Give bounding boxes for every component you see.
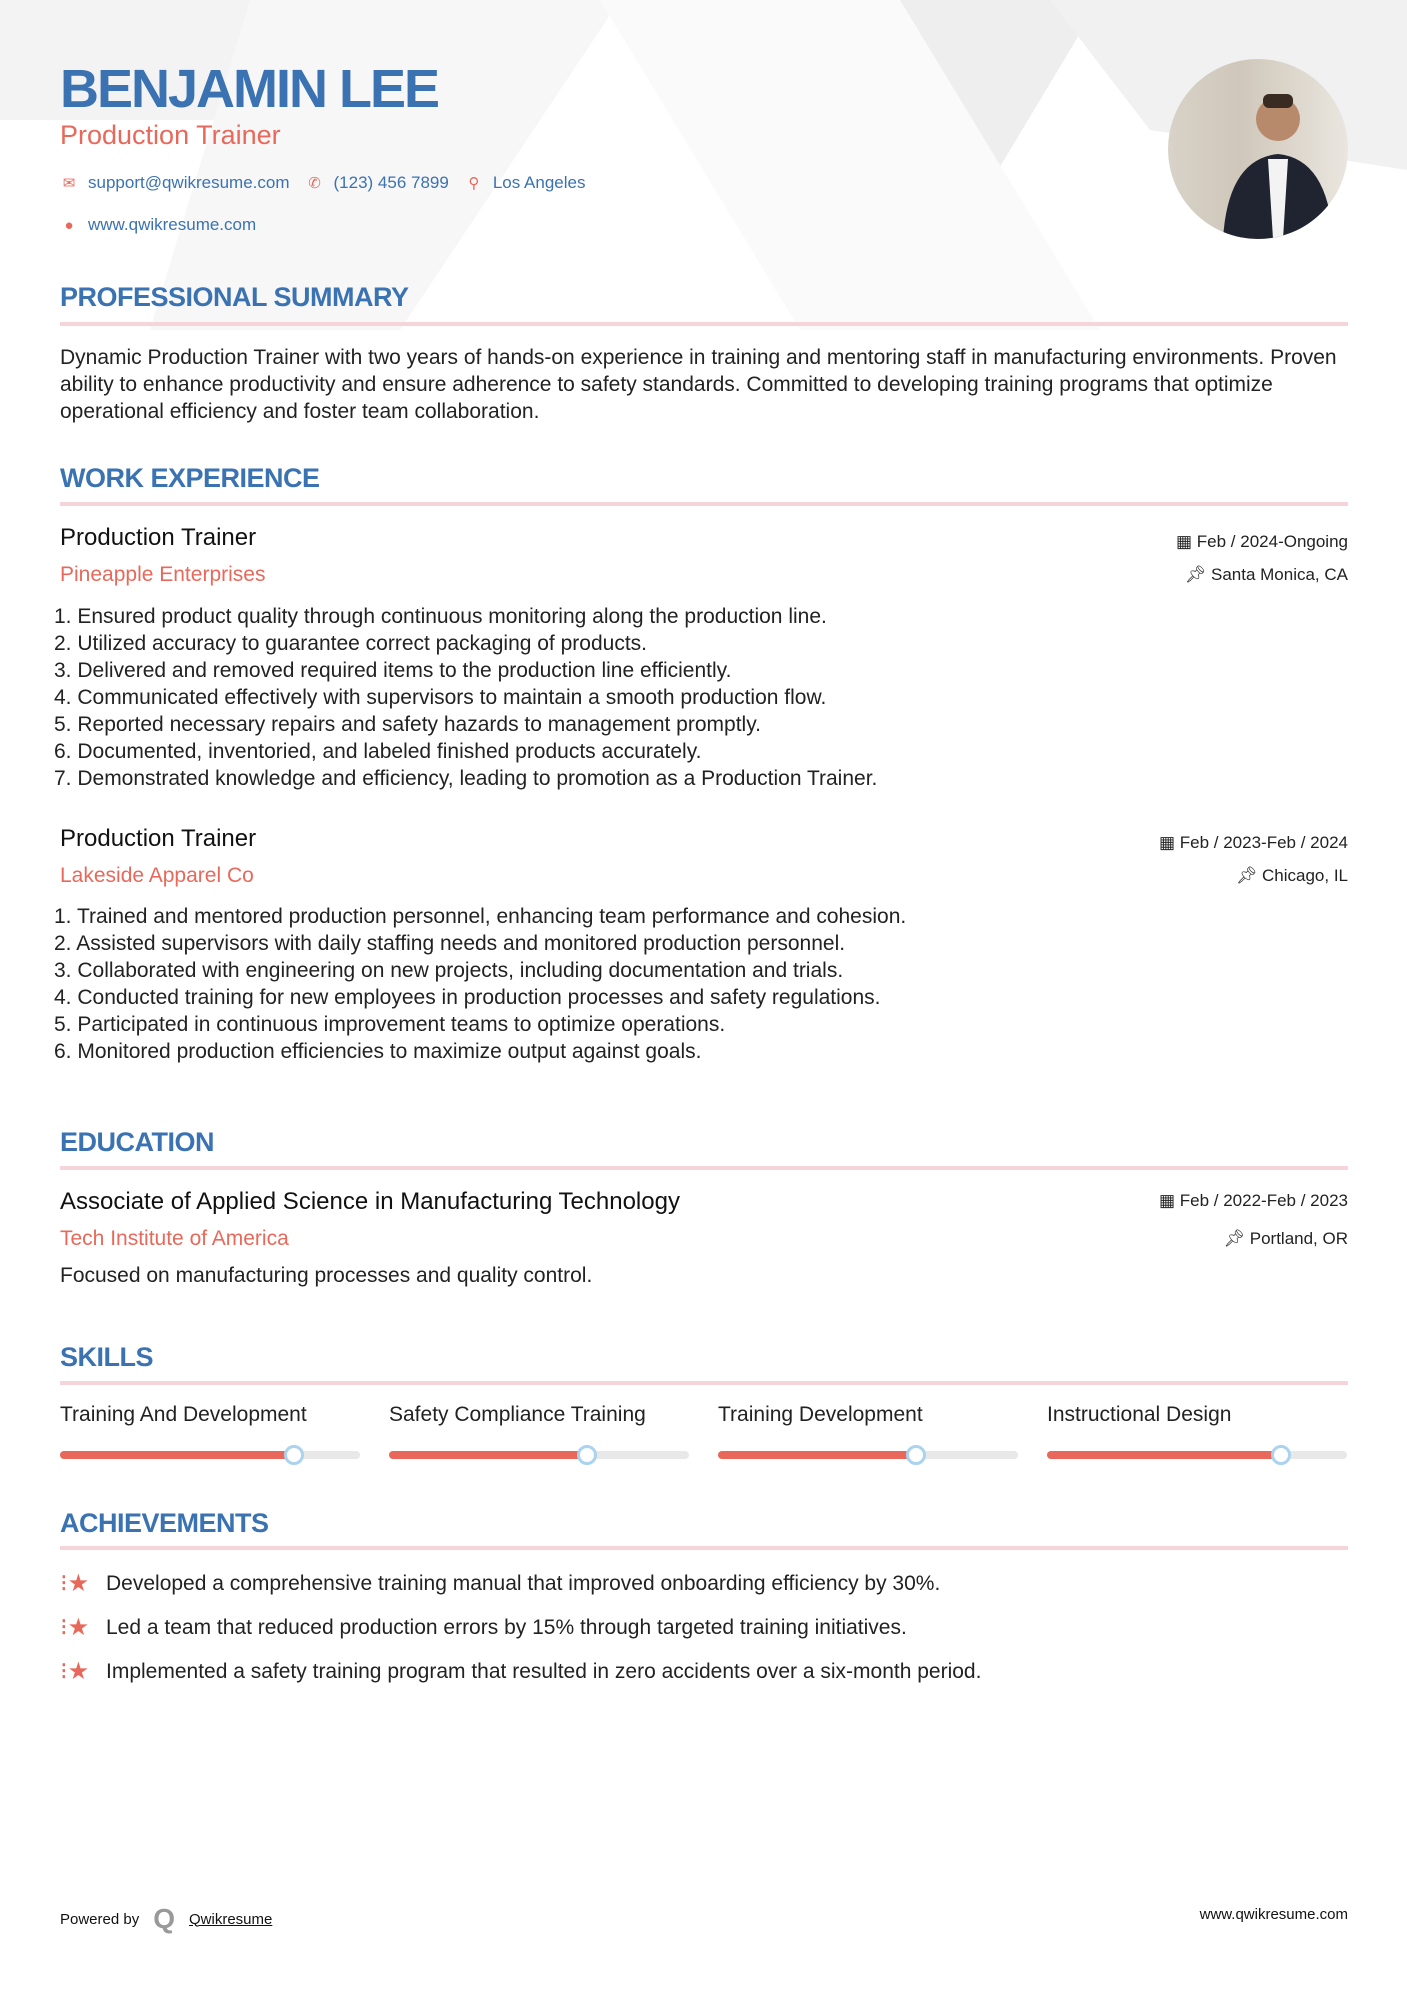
skill-bar [389,1451,689,1459]
pin-icon: 📌︎ [1184,565,1211,584]
skill-bar [1047,1451,1347,1459]
list-item: 1. Ensured product quality through continuous monitoring along the production line. [54,605,827,628]
job-location: 📌︎ Santa Monica, CA [1184,565,1348,584]
location-text: Los Angeles [492,173,586,192]
job-title: Production Trainer [60,825,257,852]
experience-heading: WORK EXPERIENCE [60,463,320,493]
skill-item [1047,1403,1347,1459]
website-link[interactable]: www.qwikresume.com [88,215,257,234]
skill-bar-fill [389,1451,587,1459]
calendar-icon: ▦ [1158,833,1180,852]
candidate-title: Production Trainer [60,120,281,150]
list-item: 4. Communicated effectively with supervisors to maintain a smooth production flow. [54,686,827,709]
calendar-icon: ▦ [1175,532,1197,551]
job-date: ▦ Feb / 2023-Feb / 2024 [1158,833,1348,852]
education-location: 📌︎ Portland, OR [1223,1229,1348,1248]
skill-name: Training Development [718,1403,923,1426]
qwikresume-logo-icon: Q [153,1903,175,1934]
list-item: 6. Monitored production efficiencies to maximize output against goals. [54,1040,702,1063]
skill-item [60,1403,360,1459]
skill-bar [718,1451,1018,1459]
contact-row [60,173,585,193]
summary-text: Dynamic Production Trainer with two years of hands-on experience in training and mentoring staff in manufacturing environments. Proven ability to enhance productivity and ensure adherence to safety standards. Committed to developing training programs that optimize operational efficiency and foster team collaboration. [60,346,1337,423]
list-item: 4. Conducted training for new employees in production processes and safety regulations. [54,986,881,1009]
footer-url[interactable]: www.qwikresume.com [1199,1906,1348,1923]
education-description: Focused on manufacturing processes and quality control. [60,1264,593,1287]
powered-by-label: Powered by [60,1910,140,1928]
skill-name: Instructional Design [1047,1403,1232,1426]
job-duties [54,603,877,792]
star-icon: ⁝★ [60,1614,90,1641]
divider [60,1546,1348,1550]
divider [60,322,1348,326]
skill-bar-knob [284,1445,304,1465]
achievement-item: ⁝★ Implemented a safety training program that resulted in zero accidents over a six-month period. [60,1658,982,1685]
job-date: ▦ Feb / 2024-Ongoing [1175,532,1348,551]
list-item: 5. Reported necessary repairs and safety hazards to management promptly. [54,713,761,736]
job-company: Lakeside Apparel Co [60,864,254,887]
skill-item [718,1403,1018,1459]
skill-bar-fill [60,1451,294,1459]
skill-bar-knob [1271,1445,1291,1465]
brand-link[interactable]: Qwikresume [189,1910,273,1928]
website-row [60,215,256,235]
divider [60,502,1348,506]
list-item: 5. Participated in continuous improvement teams to optimize operations. [54,1013,726,1036]
footer-left [60,1903,272,1935]
profile-photo [1168,59,1348,239]
list-item: 3. Delivered and removed required items to the production line efficiently. [54,659,732,682]
skill-name: Safety Compliance Training [389,1403,646,1426]
envelope-icon: ✉ [62,175,76,192]
star-icon: ⁝★ [60,1658,90,1685]
skill-bar-knob [577,1445,597,1465]
globe-icon: ● [64,216,74,234]
achievement-item: ⁝★ Developed a comprehensive training manual that improved onboarding efficiency by 30%. [60,1570,941,1597]
achievements-heading: ACHIEVEMENTS [60,1508,269,1538]
list-item: 1. Trained and mentored production personnel, enhancing team performance and cohesion. [54,905,907,928]
divider [60,1166,1348,1170]
degree: Associate of Applied Science in Manufacturing Technology [60,1188,680,1215]
divider [60,1381,1348,1385]
list-item: 6. Documented, inventoried, and labeled finished products accurately. [54,740,702,763]
skill-bar-knob [906,1445,926,1465]
calendar-icon: ▦ [1158,1191,1180,1210]
skill-item [389,1403,689,1459]
summary-heading: PROFESSIONAL SUMMARY [60,282,409,312]
job-company: Pineapple Enterprises [60,563,266,586]
list-item: 2. Assisted supervisors with daily staffing needs and monitored production personnel. [54,932,846,955]
list-item: 7. Demonstrated knowledge and efficiency, leading to promotion as a Production Trainer. [54,767,878,790]
person-silhouette [1168,59,1348,239]
job-title: Production Trainer [60,524,257,551]
skill-name: Training And Development [60,1403,307,1426]
education-heading: EDUCATION [60,1127,214,1157]
achievement-item: ⁝★ Led a team that reduced production errors by 15% through targeted training initiatives. [60,1614,907,1641]
job-location: 📌︎ Chicago, IL [1235,866,1348,885]
phone-text: (123) 456 7899 [333,173,449,192]
skill-bar [60,1451,360,1459]
pin-icon: 📌︎ [1235,866,1262,885]
skills-heading: SKILLS [60,1342,154,1372]
location-pin-icon: ⚲ [468,175,480,192]
list-item: 2. Utilized accuracy to guarantee correct packaging of products. [54,632,647,655]
school: Tech Institute of America [60,1227,289,1250]
education-date: ▦ Feb / 2022-Feb / 2023 [1158,1191,1348,1210]
email-link[interactable]: support@qwikresume.com [88,173,290,192]
pin-icon: 📌︎ [1223,1229,1250,1248]
star-icon: ⁝★ [60,1570,90,1597]
candidate-name: BENJAMIN LEE [60,59,439,119]
skill-bar-fill [1047,1451,1281,1459]
job-duties [54,903,906,1065]
skill-bar-fill [718,1451,916,1459]
phone-icon: ✆ [308,175,321,192]
list-item: 3. Collaborated with engineering on new projects, including documentation and trials. [54,959,844,982]
